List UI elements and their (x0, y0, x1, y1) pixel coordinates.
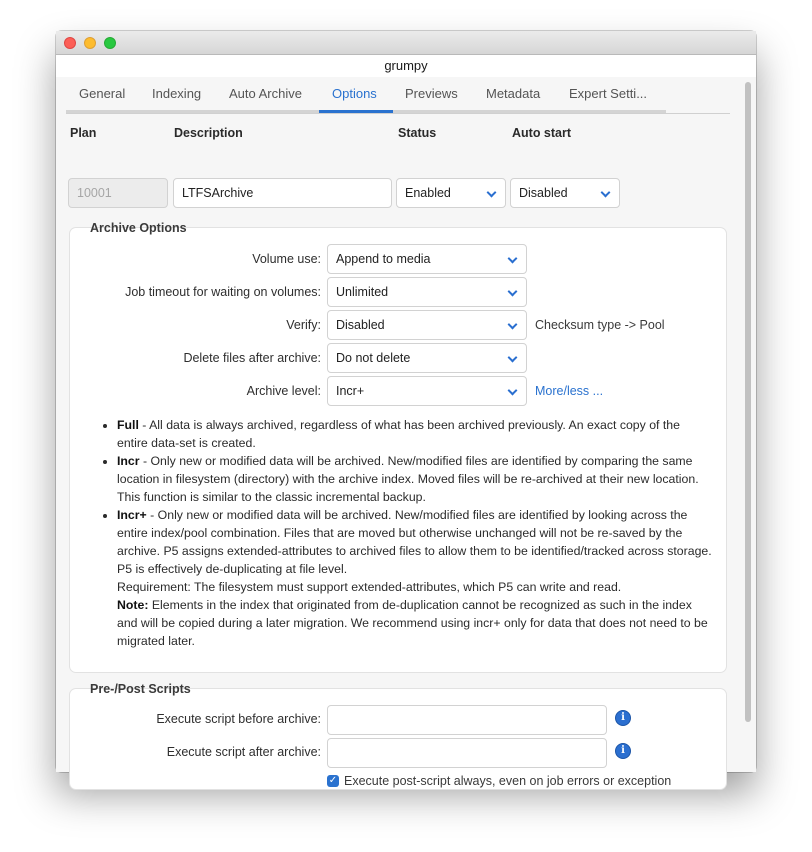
note-term: Note: (117, 598, 149, 612)
note-text: Elements in the index that originated from de-duplication cannot be recognized as such in the index and will be copied during a later migration. We recommend using incr+ only for data that does not need to be migrated later. (117, 598, 708, 648)
chevron-down-icon (601, 188, 611, 198)
plan-label: Plan (70, 126, 97, 140)
verify-value: Disabled (336, 318, 385, 332)
volume-use-value: Append to media (336, 252, 431, 266)
app-window (56, 31, 756, 788)
incr-term: Incr (117, 454, 140, 468)
script-after-input[interactable] (327, 738, 607, 768)
post-script-always-checkbox[interactable]: ✓ (328, 775, 338, 786)
scrollbar-thumb[interactable] (745, 82, 751, 722)
status-select-value: Enabled (405, 186, 451, 200)
status-label: Status (398, 126, 437, 140)
info-icon[interactable]: i (616, 711, 630, 725)
tab-metadata[interactable]: Metadata (486, 86, 541, 101)
tab-general[interactable]: General (79, 86, 126, 101)
tab-expert-settings[interactable]: Expert Setti... (569, 86, 648, 101)
chevron-down-icon (508, 386, 518, 396)
archive-level-label: Archive level: (246, 384, 321, 398)
incrplus-term: Incr+ (117, 508, 147, 522)
tab-auto-archive[interactable]: Auto Archive (229, 86, 302, 101)
window-title: grumpy (56, 55, 756, 77)
delete-files-label: Delete files after archive: (183, 351, 321, 365)
autostart-select[interactable] (510, 178, 620, 208)
description-field[interactable]: LTFSArchive (173, 178, 392, 208)
tab-bar (66, 77, 666, 113)
chevron-down-icon (508, 320, 518, 330)
tab-previews[interactable]: Previews (405, 86, 458, 101)
chevron-down-icon (508, 287, 518, 297)
script-before-label: Execute script before archive: (156, 712, 321, 726)
verify-label: Verify: (286, 318, 321, 332)
list-item (117, 416, 714, 452)
incrplus-description: - Only new or modified data will be archived. New/modified files are identified by looking across the entire index/pool combination. Files that are moved but otherwise unchanged will not be re-saved by the archive. P5 assigns extended-attributes to archived files to allow them to be identified/tracked across storage. P5 is effectively de-duplicating at file level. (117, 508, 712, 576)
list-item (117, 506, 714, 650)
checksum-note: Checksum type -> Pool (535, 318, 665, 332)
tab-options[interactable]: Options (332, 86, 377, 101)
tab-indexing[interactable]: Indexing (152, 86, 202, 101)
info-icon[interactable]: i (616, 744, 630, 758)
tab-separator (66, 113, 730, 114)
full-description: - All data is always archived, regardless of what has been archived previously. An exact copy of the entire data-set is created. (117, 418, 680, 450)
description-label: Description (174, 126, 243, 140)
archive-level-select[interactable] (327, 376, 527, 406)
delete-files-value: Do not delete (336, 351, 411, 365)
archive-level-value: Incr+ (336, 384, 365, 398)
plan-field: 10001 (68, 178, 168, 208)
zoom-button[interactable] (104, 37, 116, 49)
job-timeout-select[interactable] (327, 277, 527, 307)
full-term: Full (117, 418, 139, 432)
archive-options-title: Archive Options (90, 221, 187, 235)
autostart-label: Auto start (512, 126, 572, 140)
chevron-down-icon (508, 353, 518, 363)
more-less-link[interactable]: More/less ... (535, 384, 604, 398)
status-select[interactable] (396, 178, 506, 208)
list-item (117, 452, 714, 506)
chevron-down-icon (487, 188, 497, 198)
incr-description: - Only new or modified data will be archived. New/modified files are identified by comparing the same location in filesystem (directory) with the archive index. Moved files will be re-archived at their new location. This function is similar to the classic incremental backup. (117, 454, 699, 504)
content-area (56, 77, 756, 788)
script-after-label: Execute script after archive: (166, 745, 321, 759)
script-before-input[interactable] (327, 705, 607, 735)
volume-use-label: Volume use: (252, 252, 321, 266)
scripts-title: Pre-/Post Scripts (90, 682, 191, 696)
autostart-select-value: Disabled (519, 186, 568, 200)
delete-files-select[interactable] (327, 343, 527, 373)
verify-select[interactable] (327, 310, 527, 340)
requirement-text: Requirement: The filesystem must support extended-attributes, which P5 can write and read. (117, 580, 622, 594)
volume-use-select[interactable] (327, 244, 527, 274)
archive-level-help (102, 416, 714, 650)
chevron-down-icon (508, 254, 518, 264)
title-bar (56, 31, 756, 55)
minimize-button[interactable] (84, 37, 96, 49)
job-timeout-label: Job timeout for waiting on volumes: (125, 285, 321, 299)
job-timeout-value: Unlimited (336, 285, 389, 299)
close-button[interactable] (64, 37, 76, 49)
post-script-always-label: Execute post-script always, even on job errors or exception (344, 774, 672, 788)
